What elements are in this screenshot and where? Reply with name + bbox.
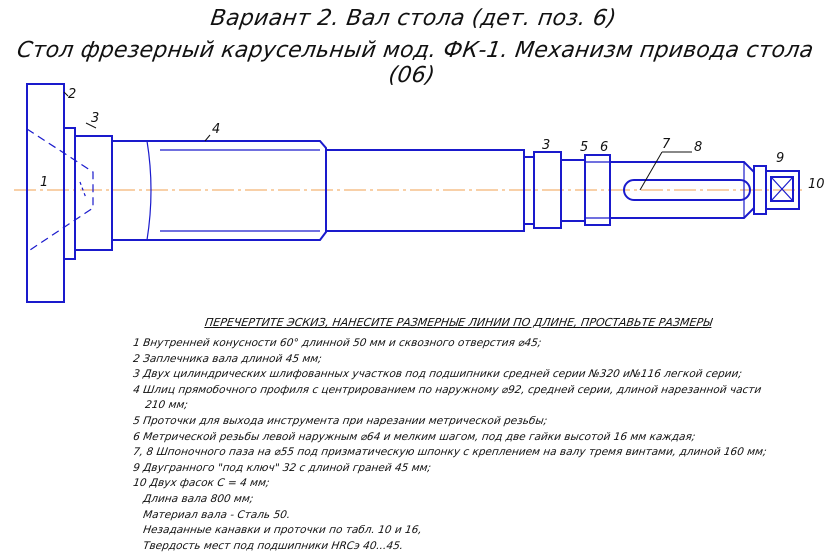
title-variant: Вариант 2. Вал стола (дет. поз. 6): [208, 6, 618, 31]
callout-7: 7: [662, 137, 671, 152]
note-10: 10 Двух фасок С = 4 мм;: [132, 477, 271, 490]
callout-5: 5: [580, 140, 589, 155]
note-9: 9 Двугранного "под ключ" 32 с длиной граней 45 мм;: [132, 461, 432, 474]
square-cross: [771, 177, 793, 201]
leader-7: [640, 152, 662, 190]
callout-1: 1: [40, 175, 49, 190]
callout-9: 9: [776, 151, 785, 166]
note-6: 6 Метрической резьбы левой наружным ⌀64 и мелким шагом, под две гайки высотой 16 мм каждая;: [132, 430, 697, 443]
callout-c3b: 3: [542, 138, 551, 153]
note-5: 5 Проточки для выхода инструмента при нарезании метрической резьбы;: [132, 414, 549, 427]
callout-3: 3: [91, 111, 100, 126]
note-hardness: Твердость мест под подшипники HRCэ 40...45.: [142, 539, 405, 552]
callout-10: 10: [808, 177, 825, 192]
notes-list: [133, 336, 766, 554]
note-material: Материал вала - Сталь 50.: [142, 508, 292, 521]
note-4: 4 Шлиц прямобочного профиля с центрированием по наружному ⌀92, средней серии, длиной нарезанной части: [132, 383, 763, 396]
title-machine: Стол фрезерный карусельный мод. ФК-1. Механизм привода стола (06): [15, 38, 816, 88]
callout-6: 6: [600, 140, 609, 155]
shoulder: [64, 128, 75, 259]
note-1: 1 Внутренней конусности 60° длинной 50 мм и сквозного отверстия ⌀45;: [132, 337, 543, 349]
note-length: Длина вала 800 мм;: [142, 492, 255, 505]
note-7-8: 7, 8 Шпоночного паза на ⌀55 под призматическую шпонку с креплением на валу тремя винтами, длиной 160 мм;: [132, 446, 768, 459]
note-2: 2 Заплечника вала длиной 45 мм;: [132, 352, 323, 365]
note-grooves: Незаданные канавки и проточки по табл. 10 и 16,: [142, 524, 423, 537]
callout-8: 8: [694, 140, 703, 155]
callout-4: 4: [212, 122, 221, 137]
note-4-cont: 210 мм;: [144, 399, 189, 412]
flange: [27, 84, 64, 302]
bearing-seat-left: [75, 136, 112, 250]
note-3: 3 Двух цилиндрических шлифованных участков под подшипники средней серии №320 и№116 легкой серии;: [132, 368, 743, 381]
task-caption: ПЕРЕЧЕРТИТЕ ЭСКИЗ, НАНЕСИТЕ РАЗМЕРНЫЕ ЛИНИИ ПО ДЛИНЕ, ПРОСТАВЬТЕ РАЗМЕРЫ: [204, 316, 714, 329]
callout-2: 2: [68, 87, 77, 102]
